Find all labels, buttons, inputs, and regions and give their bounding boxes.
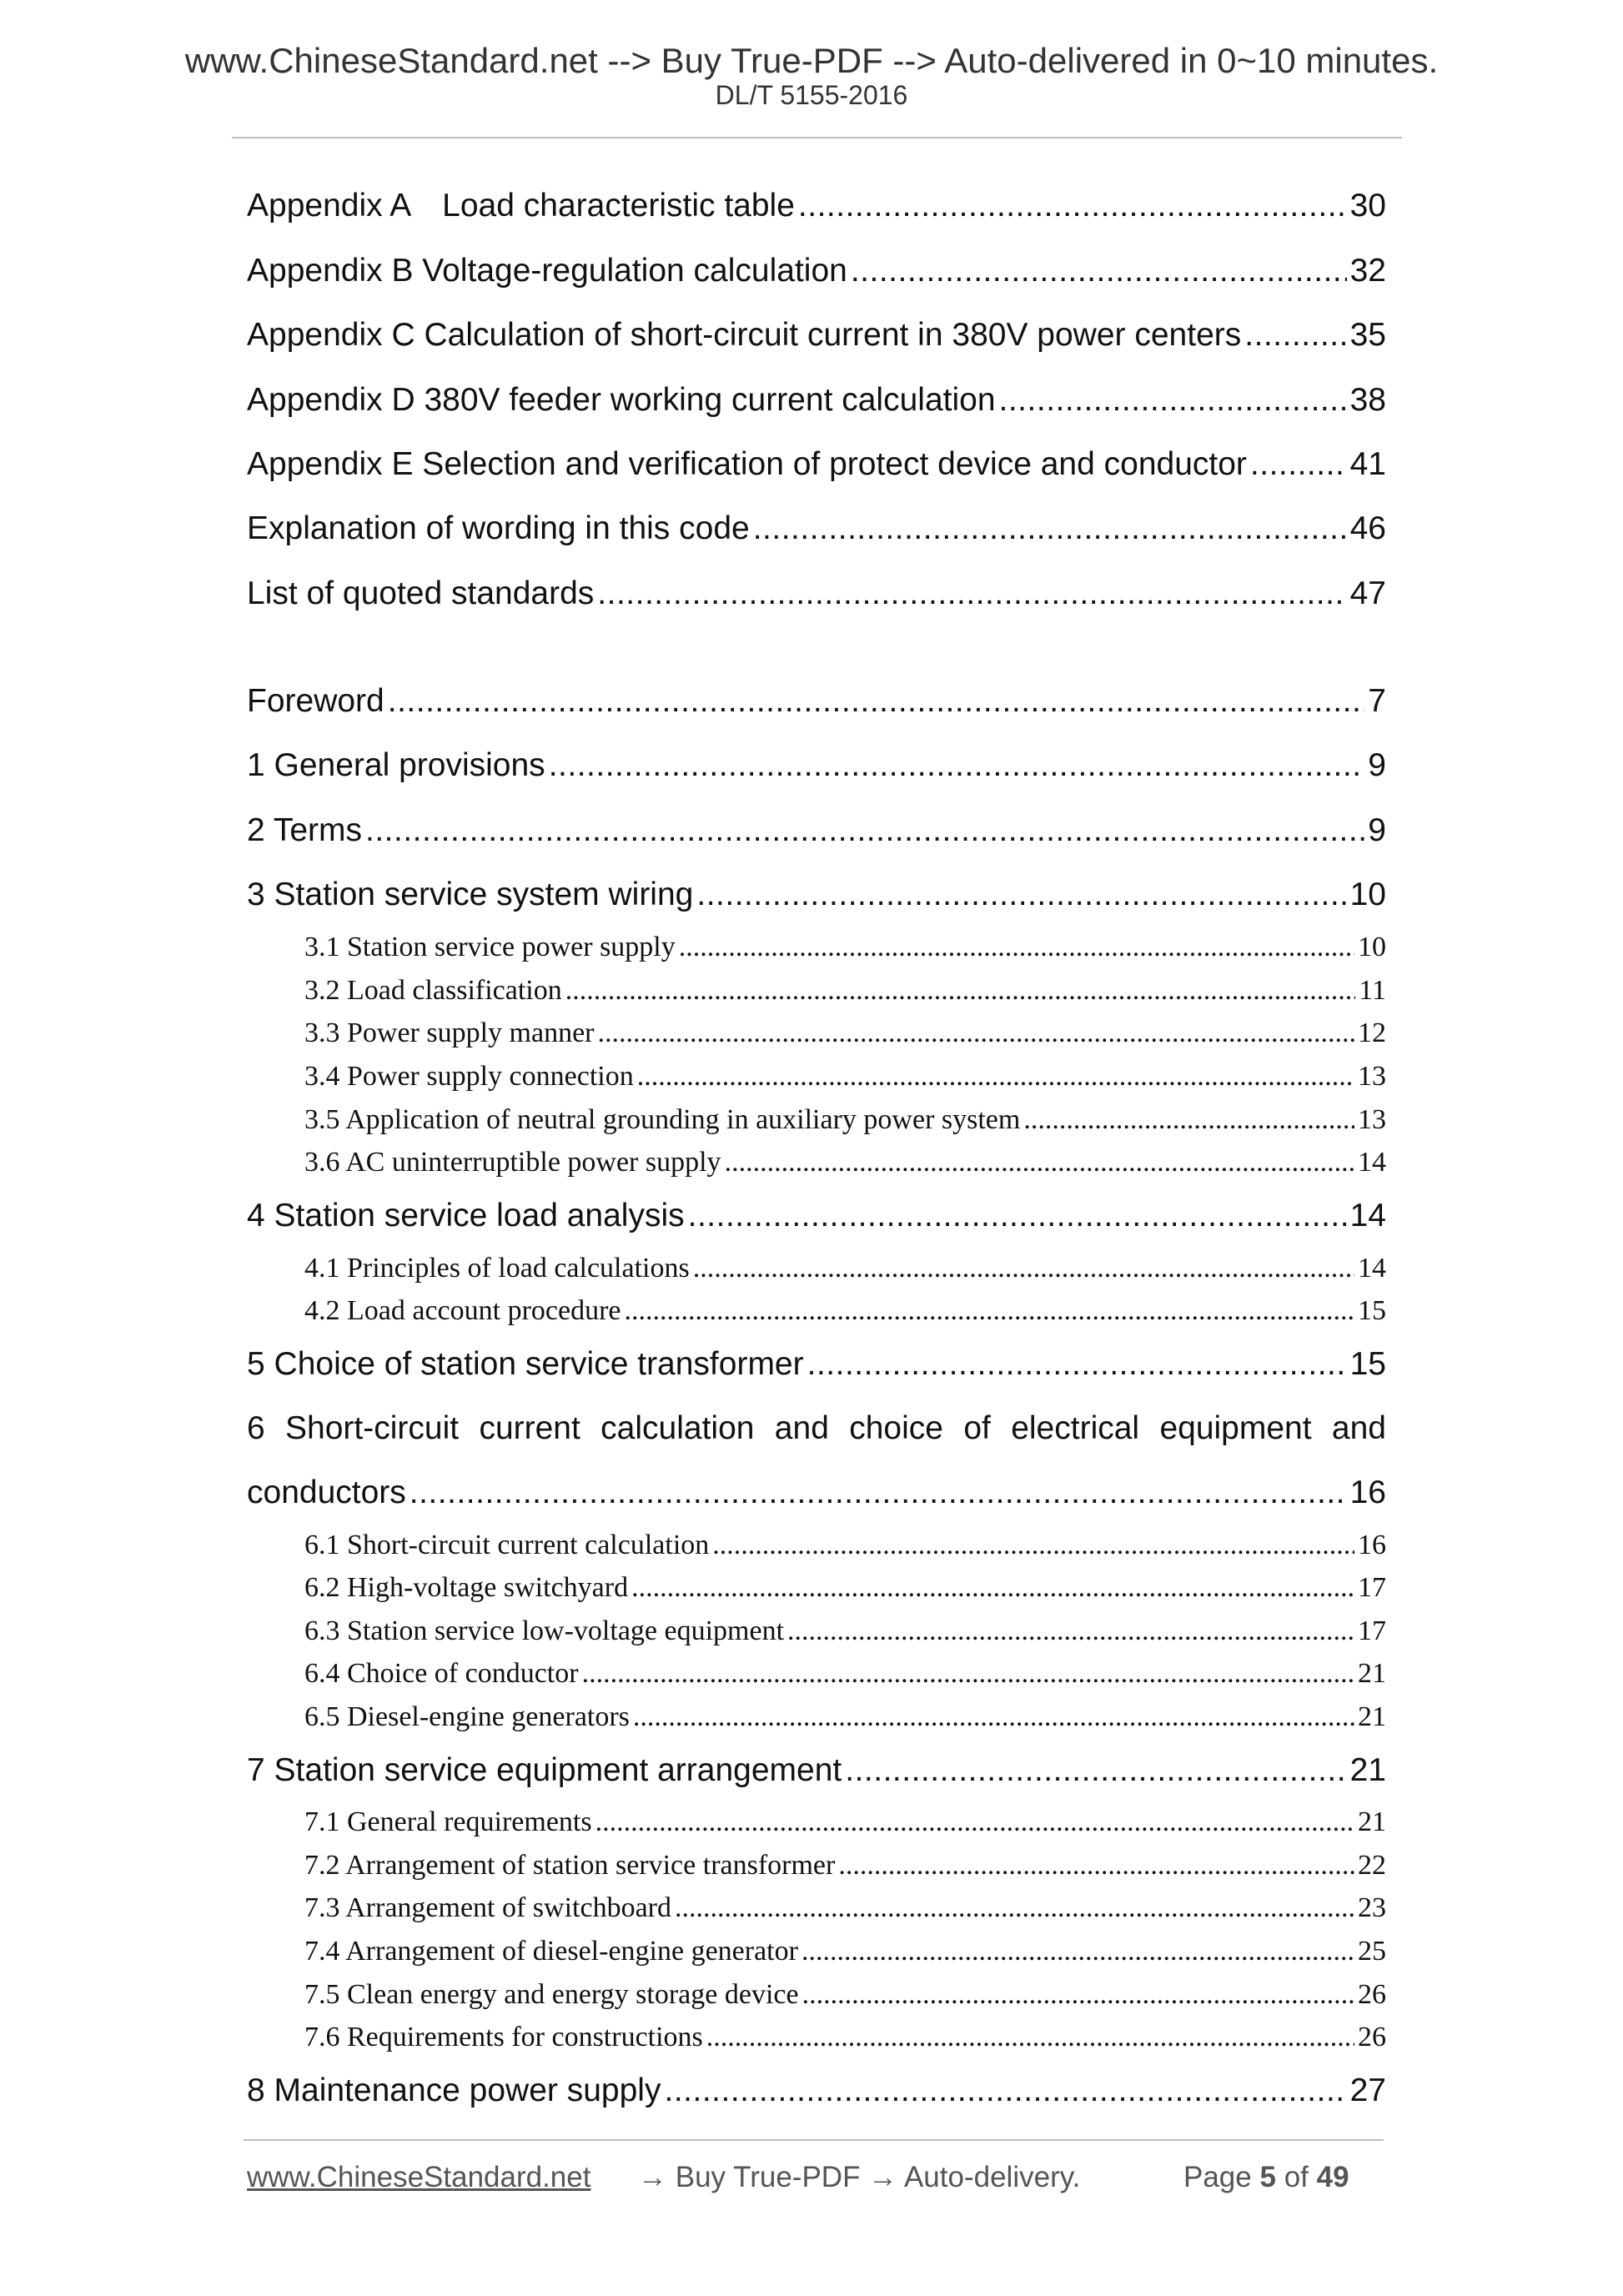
toc-entry-page: 22 [1358,1850,1386,1881]
toc-entry-section-6-3[interactable] [304,1613,1386,1650]
toc-entry-appendix-b[interactable] [247,250,1386,292]
footer-tagline: → Buy True-PDF → Auto-delivery. [638,2161,1081,2193]
toc-entry-page: 11 [1359,975,1386,1006]
dot-leader [598,1015,1354,1052]
toc-entry-title: 5 Choice of station service transformer [247,1346,804,1382]
dot-leader [597,573,1346,615]
total-pages: 49 [1316,2161,1349,2193]
toc-entry-page: 13 [1358,1104,1386,1135]
toc-entry-page: 16 [1358,1530,1386,1560]
toc-entry-section-3[interactable] [247,874,1386,916]
toc-entry-section-7-5[interactable] [304,1977,1386,2013]
toc-entry-page: 15 [1349,1346,1386,1382]
dot-leader [631,1570,1354,1606]
toc-entry-appendix-c[interactable] [247,314,1386,356]
toc-entry-title: 2 Terms [247,812,362,848]
toc-entry-page: 13 [1358,1061,1386,1092]
toc-entry-title: 3.6 AC uninterruptible power supply [304,1147,721,1178]
toc-entry-section-6[interactable] [247,1472,1386,1514]
toc-entry-page: 30 [1349,188,1386,224]
dot-leader [664,2070,1346,2112]
toc-entry-section-3-5[interactable] [304,1102,1386,1138]
dot-leader [365,810,1364,852]
toc-entry-section-6-1[interactable] [304,1527,1386,1564]
toc-entry-section-4-1[interactable] [304,1250,1386,1287]
dot-leader [549,745,1365,786]
toc-entry-section-3-4[interactable] [304,1058,1386,1095]
toc-entry-title: 6.4 Choice of conductor [304,1658,579,1689]
dot-leader [637,1058,1354,1095]
dot-leader [410,1472,1347,1514]
toc-entry-title: conductors [247,1475,406,1510]
footer-divider [244,2139,1384,2141]
toc-entry-page: 17 [1358,1572,1386,1603]
toc-entry-section-6-4[interactable] [304,1655,1386,1692]
toc-entry-foreword[interactable] [247,681,1386,722]
toc-entry-page: 14 [1358,1253,1386,1284]
toc-entry-page: 15 [1358,1295,1386,1326]
toc-entry-section-7-1[interactable] [304,1804,1386,1841]
toc-entry-title: Foreword [247,683,384,719]
toc-entry-page: 9 [1368,747,1386,783]
dot-leader [798,185,1347,227]
toc-entry-section-4[interactable] [247,1195,1386,1237]
toc-entry-page: 35 [1349,317,1386,353]
document-id: DL/T 5155-2016 [715,80,908,110]
toc-entry-title: 7.6 Requirements for constructions [304,2022,703,2052]
toc-entry-page: 7 [1368,683,1386,719]
dot-leader [706,2019,1354,2056]
toc-entry-appendix-d[interactable] [247,379,1386,421]
toc-entry-title: 3.3 Power supply manner [304,1017,595,1048]
toc-entry-title: 3.2 Load classification [304,975,562,1006]
dot-leader [802,1977,1354,2013]
toc-entry-page: 41 [1349,446,1386,482]
dot-leader [679,929,1354,966]
dot-leader [1250,444,1347,485]
toc-entry-page: 32 [1349,253,1386,289]
toc-entry-section-2[interactable] [247,810,1386,852]
toc-entry-section-7-3[interactable] [304,1890,1386,1927]
toc-entry-section-5[interactable] [247,1344,1386,1385]
dot-leader [753,508,1347,550]
toc-entry-page: 38 [1349,382,1386,418]
toc-entry-section-3-1[interactable] [304,929,1386,966]
dot-leader [1244,314,1346,356]
dot-leader [801,1933,1354,1970]
toc-entry-page: 27 [1349,2072,1386,2108]
toc-entry-page: 21 [1349,1752,1386,1788]
toc-entry-section-4-2[interactable] [304,1293,1386,1329]
toc-entry-title: 7.1 General requirements [304,1806,592,1837]
toc-entry-title: 6.1 Short-circuit current calculation [304,1530,710,1560]
dot-leader [845,1750,1346,1791]
toc-entry-title: Appendix C Calculation of short-circuit current in 380V power centers [247,317,1242,353]
toc-entry-appendix-a[interactable] [247,185,1386,227]
toc-entry-title: 3.4 Power supply connection [304,1061,634,1092]
toc-entry-title: 4.2 Load account procedure [304,1295,621,1326]
dot-leader [807,1344,1347,1385]
current-page-number: 5 [1259,2161,1276,2193]
toc-entry-title: Appendix B Voltage-regulation calculation [247,253,847,289]
dot-leader [565,972,1356,1009]
toc-entry-section-3-6[interactable] [304,1144,1386,1181]
dot-leader [595,1804,1354,1841]
toc-entry-page: 26 [1358,2022,1386,2052]
toc-entry-title: 4.1 Principles of load calculations [304,1253,690,1284]
toc-entry-section-7-6[interactable] [304,2019,1386,2056]
page-indicator [1183,2159,1349,2196]
toc-entry-page: 25 [1358,1936,1386,1967]
toc-entry-section-3-2[interactable] [304,972,1386,1009]
dot-leader [693,1250,1354,1287]
toc-entry-title: 3.5 Application of neutral grounding in auxiliary power system [304,1104,1021,1135]
dot-leader [851,250,1347,292]
toc-entry-page: 21 [1358,1658,1386,1689]
toc-entry-page: 14 [1358,1147,1386,1178]
dot-leader [388,681,1365,722]
toc-entry-section-7[interactable] [247,1750,1386,1791]
toc-entry-section-6-5[interactable] [304,1699,1386,1736]
of-label: of [1284,2161,1309,2193]
dot-leader [688,1195,1347,1237]
toc-entry-title: 3 Station service system wiring [247,877,694,912]
toc-entry-appendix-e[interactable] [247,444,1386,485]
dot-leader [838,1847,1354,1884]
dot-leader [675,1890,1354,1927]
toc-entry-title: 7 Station service equipment arrangement [247,1752,842,1788]
toc-entry-page: 9 [1368,812,1386,848]
toc-entry-title: Appendix E Selection and verification of protect device and conductor [247,446,1247,482]
toc-entry-page: 21 [1358,1701,1386,1732]
dot-leader [787,1613,1354,1650]
toc-entry-page: 17 [1358,1615,1386,1646]
toc-entry-title: List of quoted standards [247,575,595,611]
toc-entry-section-8[interactable] [247,2070,1386,2112]
toc-entry-title: 1 General provisions [247,747,545,783]
toc-entry-page: 16 [1349,1475,1386,1510]
toc-entry-title: 3.1 Station service power supply [304,932,676,962]
dot-leader [725,1144,1354,1181]
toc-entry-page: 21 [1358,1806,1386,1837]
dot-leader [696,874,1346,916]
toc-entry-title: 7.5 Clean energy and energy storage device [304,1979,799,2010]
toc-entry-page: 23 [1358,1892,1386,1923]
toc-entry-title: 6.3 Station service low-voltage equipment [304,1615,785,1646]
toc-entry-page: 47 [1349,575,1386,611]
toc-entry-page: 26 [1358,1979,1386,2010]
toc-entry-title: 8 Maintenance power supply [247,2072,661,2108]
dot-leader [712,1527,1354,1564]
header-banner: www.ChineseStandard.net --> Buy True-PDF --> Auto-delivered in 0~10 minutes. [184,41,1439,80]
toc-entry-title: Explanation of wording in this code [247,510,750,546]
page-label: Page [1183,2161,1252,2193]
toc-entry-title: 4 Station service load analysis [247,1198,685,1233]
toc-entry-title: Appendix A Load characteristic table [247,188,795,224]
toc-entry-title: 6.5 Diesel-engine generators [304,1701,630,1732]
dot-leader [1023,1102,1354,1138]
toc-entry-section-1[interactable] [247,745,1386,786]
toc-entry-page: 12 [1358,1017,1386,1048]
toc-entry-section-7-4[interactable] [304,1933,1386,1970]
toc-entry-section-3-3[interactable] [304,1015,1386,1052]
toc-entry-page: 10 [1358,932,1386,962]
toc-entry-title: Appendix D 380V feeder working current calculation [247,382,996,418]
dot-leader [999,379,1347,421]
toc-entry-page: 10 [1349,877,1386,912]
dot-leader [625,1293,1355,1329]
dot-leader [633,1699,1354,1736]
toc-entry-section-7-2[interactable] [304,1847,1386,1884]
toc-entry-explanation[interactable] [247,508,1386,550]
toc-entry-section-6-line1[interactable]: 6 Short-circuit current calculation and choice of electrical equipment and [247,1410,1386,1446]
toc-entry-title: 7.4 Arrangement of diesel-engine generator [304,1936,798,1967]
toc-entry-page: 46 [1349,510,1386,546]
toc-entry-quoted-standards[interactable] [247,573,1386,615]
toc-entry-title: 7.2 Arrangement of station service transformer [304,1850,836,1881]
toc-entry-section-6-2[interactable] [304,1570,1386,1606]
toc-entry-title: 7.3 Arrangement of switchboard [304,1892,671,1923]
footer-website-link[interactable]: www.ChineseStandard.net [247,2161,591,2193]
dot-leader [582,1655,1354,1692]
toc-entry-page: 14 [1349,1198,1386,1233]
toc-entry-title: 6.2 High-voltage switchyard [304,1572,629,1603]
